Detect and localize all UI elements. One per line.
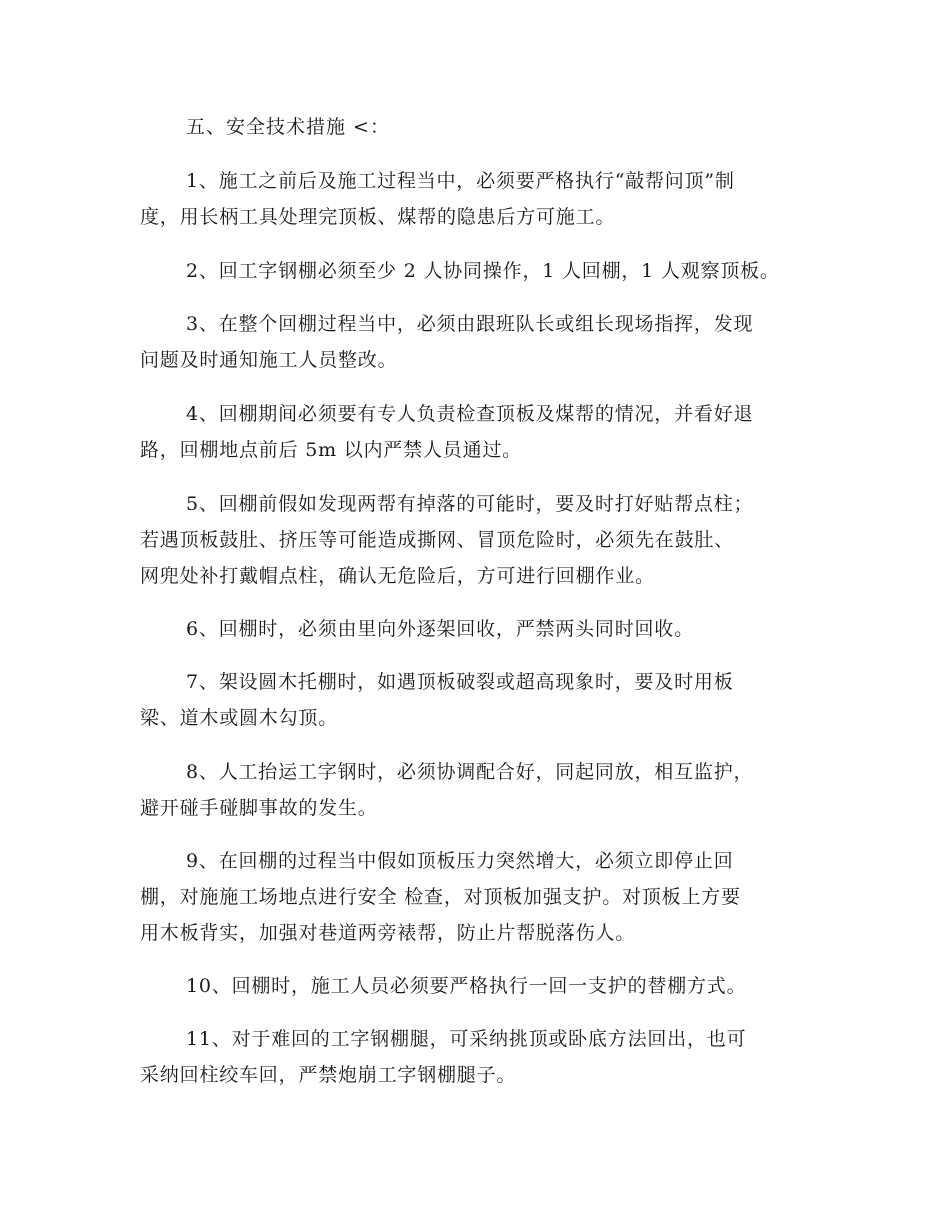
- paragraph-line: 梁、道木或圆木勾顶。: [140, 707, 339, 729]
- paragraph-line: 棚，对施施工场地点进行安全 检查，对顶板加强支护。对顶板上方要: [140, 886, 741, 908]
- paragraph-line: 采纳回柱绞车回，严禁炮崩工字钢棚腿子。: [140, 1064, 517, 1086]
- list-item-11: [140, 1021, 810, 1093]
- list-item-3: [140, 306, 810, 378]
- paragraph-line: 8、人工抬运工字钢时，必须协调配合好，同起同放，相互监护，: [186, 761, 754, 783]
- paragraph-line: 路，回棚地点前后 5m 以内严禁人员通过。: [140, 439, 522, 461]
- list-item-10: [140, 968, 810, 1004]
- paragraph-line: 避开碰手碰脚事故的发生。: [140, 797, 378, 819]
- paragraph-line: 10、回棚时，施工人员必须要严格执行一回一支护的替棚方式。: [186, 975, 747, 997]
- paragraph-line: 4、回棚期间必须要有专人负责检查顶板及煤帮的情况，并看好退: [186, 403, 754, 425]
- paragraph-line: 若遇顶板鼓肚、挤压等可能造成撕网、冒顶危险时，必须先在鼓肚、: [140, 529, 735, 551]
- paragraph-line: 9、在回棚的过程当中假如顶板压力突然增大，必须立即停止回: [186, 850, 734, 872]
- paragraph-line: 用木板背实，加强对巷道两旁裱帮，防止片帮脱落伤人。: [140, 922, 636, 944]
- section-heading: 五、安全技术措施 <：: [186, 116, 390, 138]
- list-item-2: [140, 253, 810, 289]
- paragraph-line: 11、对于难回的工字钢棚腿，可采纳挑顶或卧底方法回出，也可: [186, 1028, 747, 1050]
- paragraph-line: 6、回棚时，必须由里向外逐架回收，严禁两头同时回收。: [186, 618, 694, 640]
- paragraph-line: 度，用长柄工具处理完顶板、煤帮的隐患后方可施工。: [140, 206, 616, 228]
- paragraph-line: 2、回工字钢棚必须至少 2 人协同操作，1 人回棚，1 人观察顶板。: [186, 260, 780, 282]
- paragraph-line: 问题及时通知施工人员整改。: [140, 349, 398, 371]
- list-item-6: [140, 611, 810, 647]
- paragraph-line: 5、回棚前假如发现两帮有掉落的可能时，要及时打好贴帮点柱；: [186, 493, 754, 515]
- list-item-5: [140, 486, 810, 594]
- list-item-1: [140, 163, 810, 235]
- list-item-9: [140, 843, 810, 951]
- list-item-7: [140, 664, 810, 736]
- paragraph-line: 网兜处补打戴帽点柱，确认无危险后，方可进行回棚作业。: [140, 565, 655, 587]
- list-item-8: [140, 754, 810, 826]
- paragraph-line: 3、在整个回棚过程当中，必须由跟班队长或组长现场指挥，发现: [186, 313, 754, 335]
- paragraph-line: 1、施工之前后及施工过程当中，必须要严格执行“敲帮问顶”制: [186, 170, 735, 192]
- list-item-4: [140, 396, 810, 468]
- paragraph-line: 7、架设圆木托棚时，如遇顶板破裂或超高现象时，要及时用板: [186, 671, 734, 693]
